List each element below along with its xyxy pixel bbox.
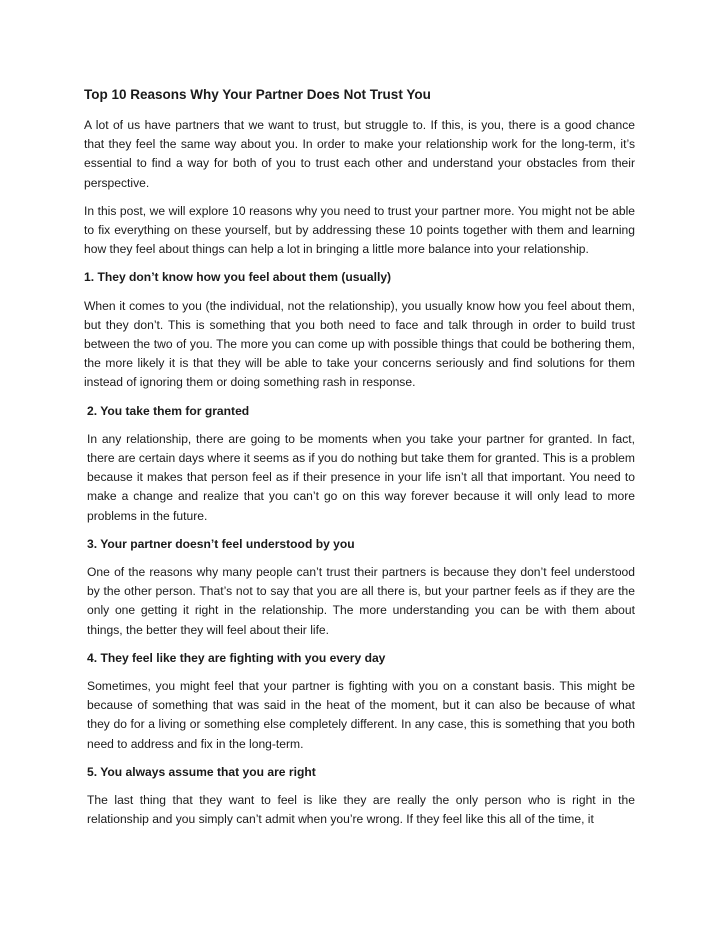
- document-title: Top 10 Reasons Why Your Partner Does Not Trust You: [84, 87, 431, 102]
- intro-paragraph-1: A lot of us have partners that we want to trust, but struggle to. If this, is you, there is a good chance that they feel the same way about you. In order to make your relationship work for the long-term, it’s essential to find a way for both of you to trust each other and understand your obstacles from their perspective.: [84, 118, 635, 190]
- section-5-heading: 5. You always assume that you are right: [87, 764, 316, 779]
- section-5-body: The last thing that they want to feel is like they are really the only person who is right in the relationship and you simply can’t admit when you’re wrong. If they feel like this all of the time, it: [87, 793, 635, 827]
- section-3-heading: 3. Your partner doesn’t feel understood by you: [87, 536, 355, 551]
- section-1-body: When it comes to you (the individual, not the relationship), you usually know how you feel about them, but they don’t. This is something that you both need to face and talk through in order to build trust between the two of you. The more you can come up with possible things that could be bothering them, the more likely it is that they will be able to take your concerns seriously and find solutions for them instead of ignoring them or doing something rash in response.: [84, 298, 635, 390]
- section-2-body: In any relationship, there are going to be moments when you take your partner for granted. In fact, there are certain days where it seems as if you do nothing but take them for granted. This is a problem because it makes that person feel as if their presence in your life isn’t all that important. You need to make a change and realize that you can’t go on this way forever because it will only lead to more problems in the future.: [87, 431, 635, 523]
- intro-paragraph-2: In this post, we will explore 10 reasons why you need to trust your partner more. You might not be able to fix everything on these yourself, but by addressing these 10 points together with them and learning how they feel about things can help a lot in bringing a little more balance into your relationship.: [84, 203, 635, 257]
- section-4-body: Sometimes, you might feel that your partner is fighting with you on a constant basis. This might be because of something that was said in the heat of the moment, but it can also be because of what they do for a living or something else completely different. In any case, this is something that you both need to address and fix in the long-term.: [87, 679, 635, 751]
- section-3-body: One of the reasons why many people can’t trust their partners is because they don’t feel understood by the other person. That’s not to say that you are all there is, but your partner feels as if they are the only one getting it right in the relationship. The more understanding you can be with them about things, the better they will feel about their life.: [87, 565, 635, 637]
- section-1-heading: 1. They don’t know how you feel about them (usually): [84, 270, 392, 285]
- document-page: [84, 86, 635, 839]
- section-4-heading: 4. They feel like they are fighting with you every day: [87, 650, 386, 665]
- section-2-heading: 2. You take them for granted: [87, 403, 250, 418]
